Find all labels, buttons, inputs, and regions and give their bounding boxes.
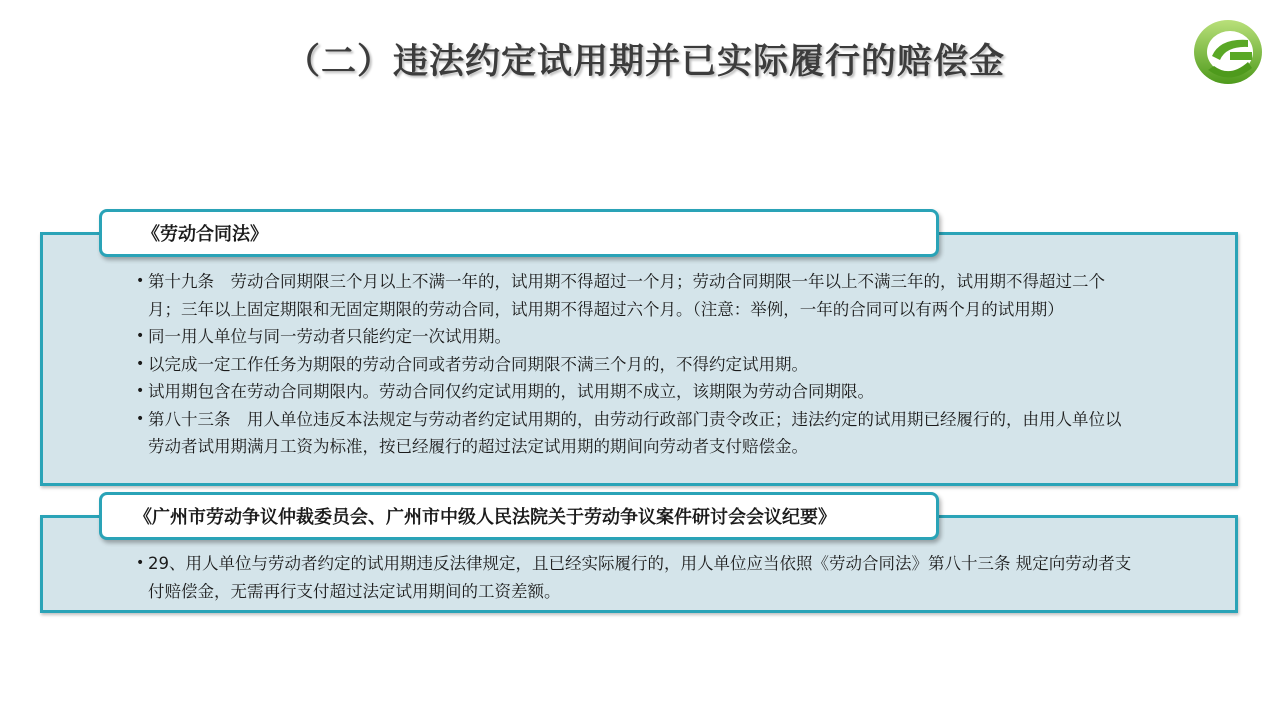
bullet-icon: • [136, 328, 145, 344]
list-item-text: 29、用人单位与劳动者约定的试用期违反法律规定，且已经实际履行的，用人单位应当依照《劳动合同法》第八十三条 规定向劳动者支付赔偿金，无需再行支付超过法定试用期间的工资差额。 [148, 554, 1132, 601]
list-item-text: 同一用人单位与同一劳动者只能约定一次试用期。 [148, 327, 511, 346]
section-heading-labor-contract-law: 《劳动合同法》 [99, 209, 939, 257]
list-item-text: 第十九条 劳动合同期限三个月以上不满一年的，试用期不得超过一个月；劳动合同期限一年以上不满三年的，试用期不得超过二个月；三年以上固定期限和无固定期限的劳动合同，试用期不得超过六个月。（注意：举例，一年的合同可以有两个月的试用期） [148, 272, 1105, 319]
bullet-icon: • [136, 410, 145, 427]
section-heading-meeting-minutes: 《广州市劳动争议仲裁委员会、广州市中级人民法院关于劳动争议案件研讨会会议纪要》 [99, 492, 939, 540]
bullet-icon: • [136, 273, 145, 289]
list-item [136, 406, 1136, 461]
minutes-article-list [136, 550, 1136, 605]
green-g-logo-icon [1190, 16, 1266, 86]
list-item-text: 第八十三条 用人单位违反本法规定与劳动者约定试用期的，由劳动行政部门责令改正；违法约定的试用期已经履行的，由用人单位以劳动者试用期满月工资为标准，按已经履行的超过法定试用期的期间向劳动者支付赔偿金。 [148, 409, 1122, 456]
list-item [136, 378, 1136, 406]
list-item [136, 323, 1136, 351]
law-article-list [136, 268, 1136, 461]
page-title: （二）违法约定试用期并已实际履行的赔偿金 [284, 42, 1005, 82]
list-item [136, 268, 1136, 323]
list-item [136, 550, 1136, 605]
bullet-icon: • [136, 555, 145, 571]
bullet-icon: • [136, 383, 145, 399]
list-item-text: 试用期包含在劳动合同期限内。劳动合同仅约定试用期的，试用期不成立，该期限为劳动合同期限。 [148, 382, 874, 401]
list-item-text: 以完成一定工作任务为期限的劳动合同或者劳动合同期限不满三个月的，不得约定试用期。 [148, 354, 808, 374]
bullet-icon: • [136, 355, 145, 372]
list-item [136, 351, 1136, 379]
